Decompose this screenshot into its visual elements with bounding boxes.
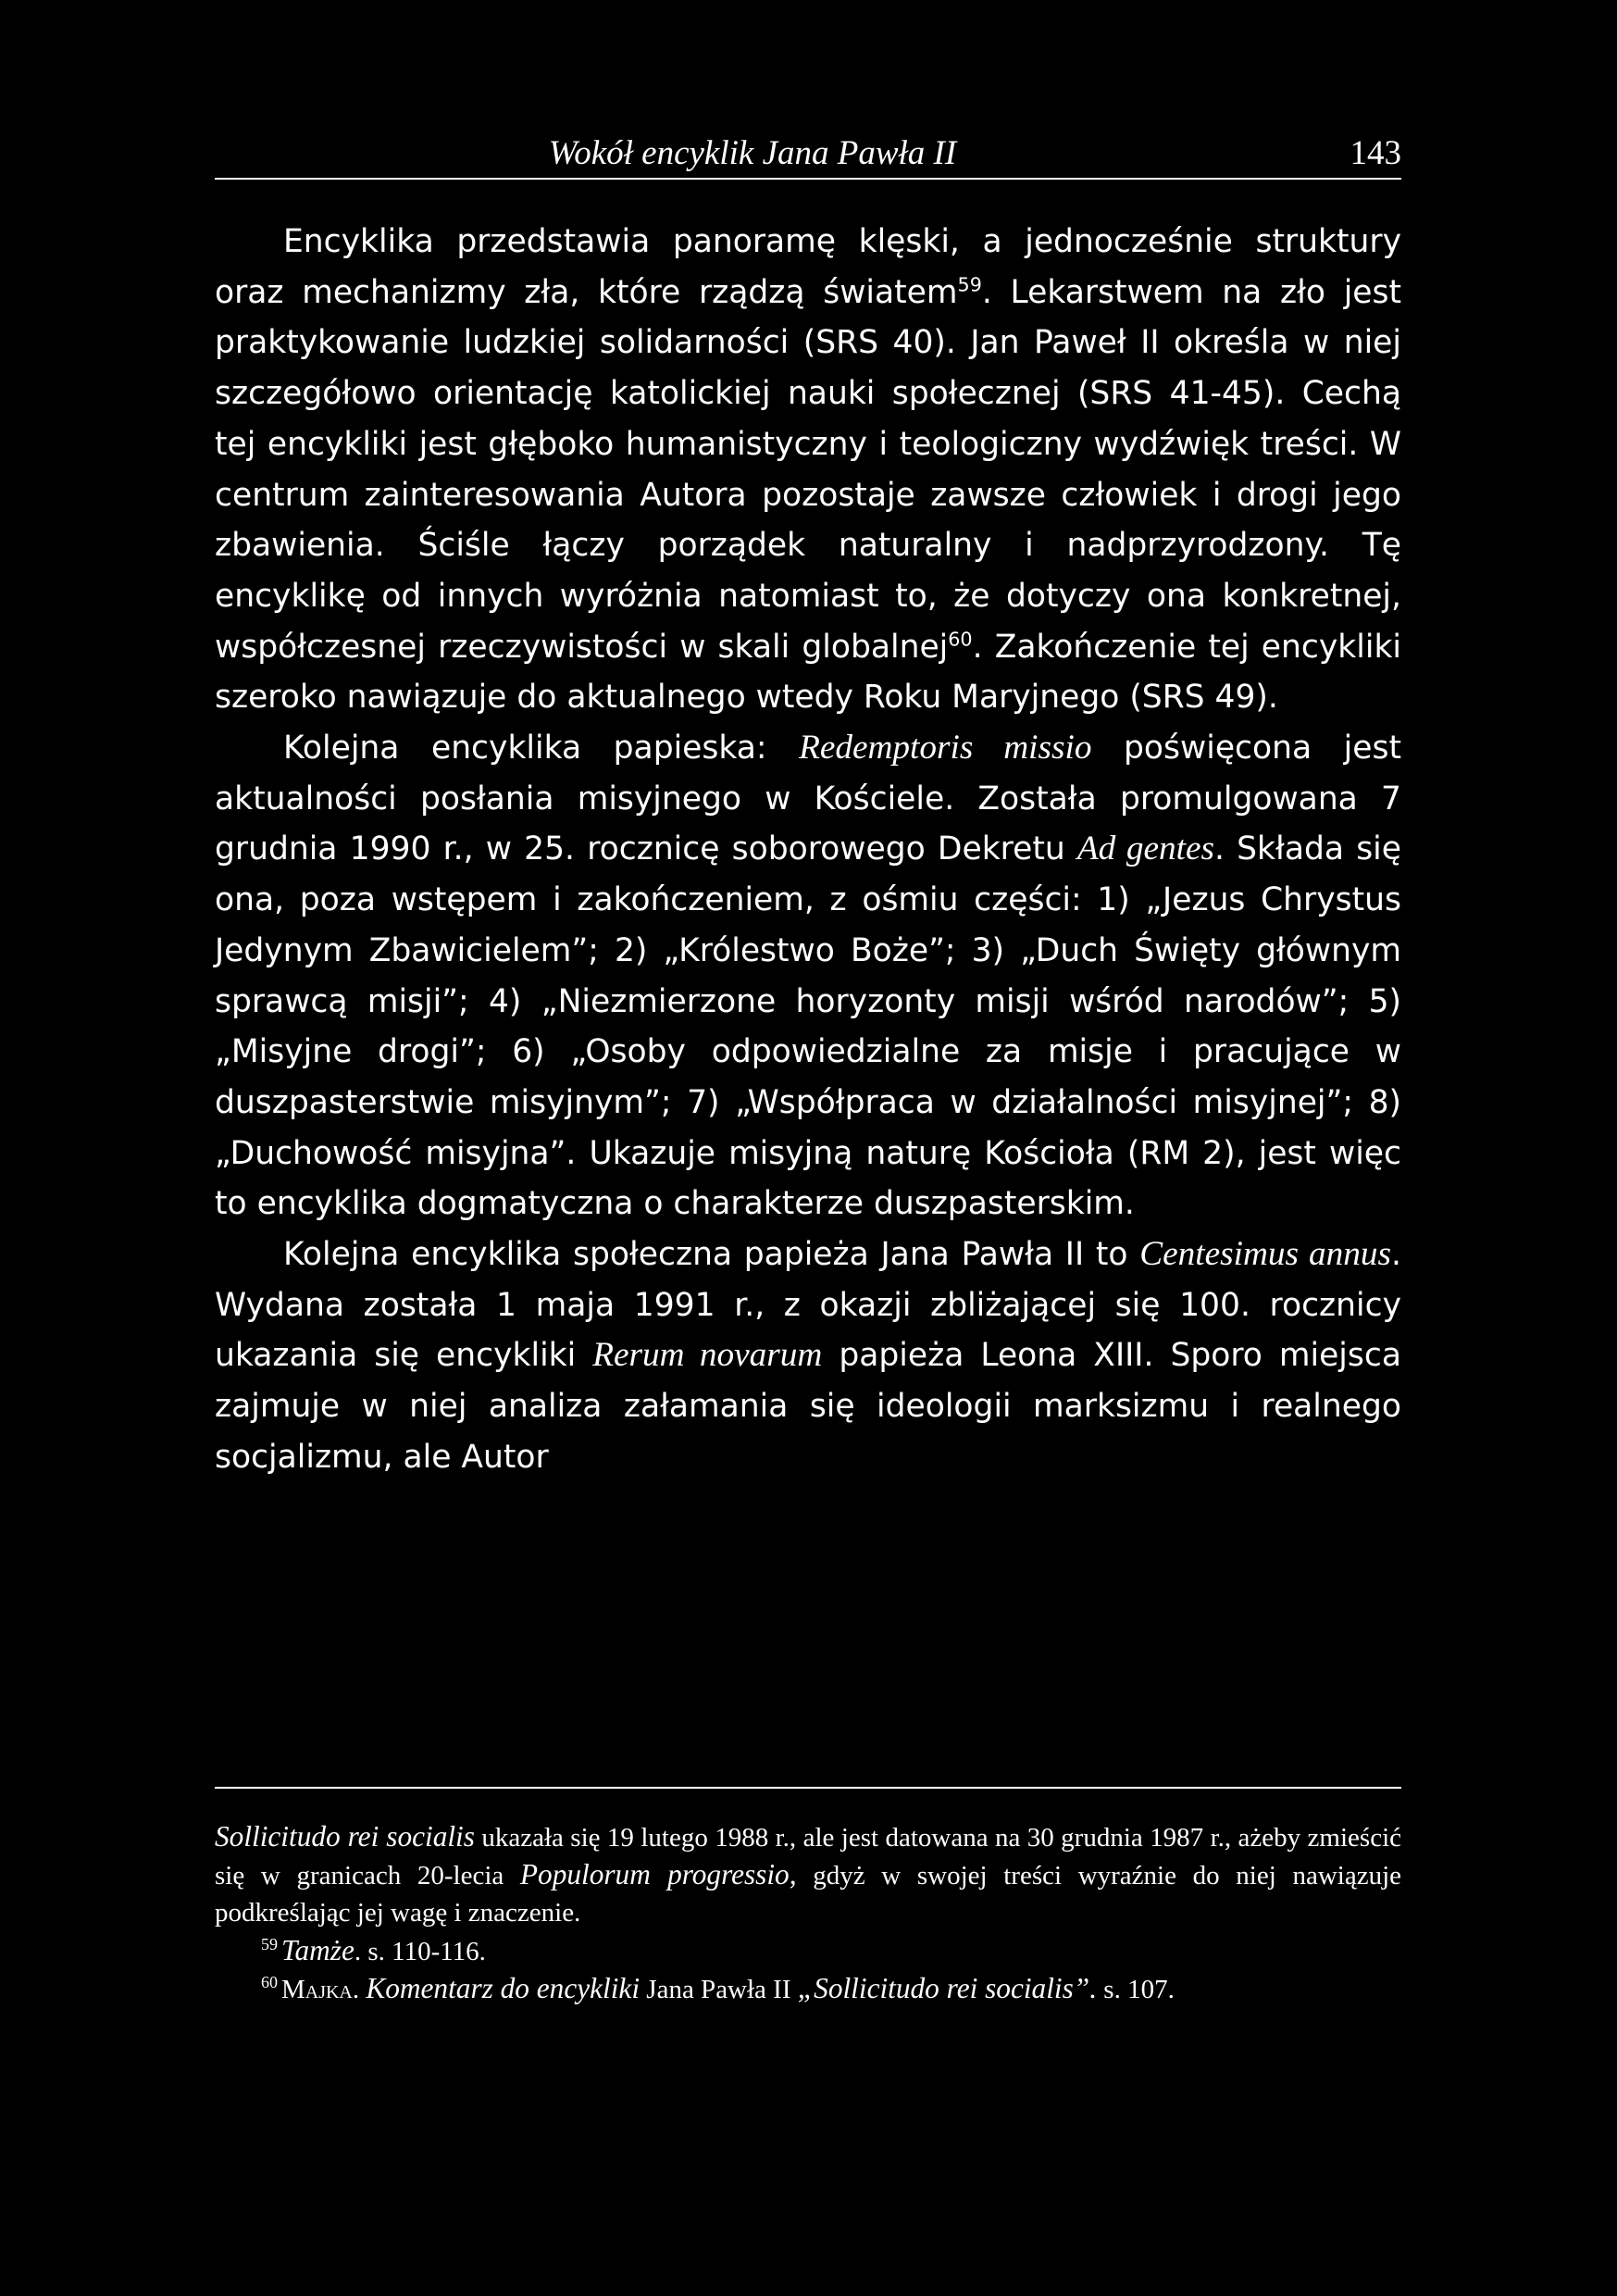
paragraph (215, 217, 1401, 723)
work-title: Ad gentes (1076, 830, 1214, 868)
paragraph-text: . Zakończenie tej encykliki szeroko nawiązuje do aktualnego wtedy Roku Maryjnego (SRS 49). (215, 628, 1402, 717)
footnote-text: Jana Pawła II (640, 1974, 798, 2004)
work-title: Redemptoris missio (799, 729, 1092, 767)
paragraph (215, 1229, 1401, 1483)
work-title: Komentarz do encykliki (366, 1971, 641, 2004)
footnote-number: 59 (261, 1934, 278, 1953)
footnote-text: gdyż w swojej treści wyraźnie do niej nawiązuje podkreślając jej wagę i znaczenie. (215, 1861, 1402, 1928)
footnote-text: . s. 110-116. (354, 1936, 486, 1966)
paragraph-text: Encyklika przedstawia panoramę klęski, a jednocześnie struktury oraz mechanizmy zła, które rządzą światem (215, 223, 1401, 311)
work-title: Sollicitudo rei socialis (215, 1820, 475, 1853)
footnote-ref-60: 60 (948, 628, 973, 651)
work-title: Centesimus annus (1139, 1235, 1392, 1274)
paragraph-text: Kolejna encyklika papieska: (283, 730, 800, 767)
paragraph-text: . Lekarstwem na zło jest praktykowanie ludzkiej solidarności (SRS 40). Jan Paweł II określa w niej szczegółowo orientację katolickiej nauki społecznej (SRS 41-45). Cechą tej encykliki jest głęboko humanistyczny i teologiczny wydźwięk treści. W centrum zainteresowania Autora pozostaje zawsze człowiek i drogi jego zbawienia. Ściśle łączy porządek naturalny i nadprzyrodzony. Tę encyklikę od innych wyróżnia natomiast to, że dotyczy ona konkretnej, współczesnej rzeczywistości w skali globalnej (215, 273, 1402, 666)
work-title: „Sollicitudo rei socialis”. (797, 1971, 1098, 2004)
page-content (215, 130, 1401, 1483)
running-title: Wokół encyklik Jana Pawła II (548, 134, 957, 172)
footnote-number: 60 (261, 1973, 278, 1992)
work-title: Tamże (280, 1933, 354, 1966)
footnote-60 (215, 1970, 1401, 2008)
paragraph (215, 723, 1401, 1229)
work-title: Populorum progressio, (519, 1858, 797, 1891)
footnote-continued (215, 1818, 1401, 1932)
paragraph-text: Kolejna encyklika społeczna papieża Jana Pawła II to (283, 1236, 1140, 1274)
paragraph-text: papieża Leona XIII. Sporo miejsca zajmuje w niej analiza załamania się ideologii marksizmu i realnego socjalizmu, ale Autor (215, 1337, 1401, 1476)
footnote-ref-59: 59 (957, 273, 982, 296)
paragraph-text: . Wydana została 1 maja 1991 r., z okazji zbliżającej się 100. rocznicy ukazania się encykliki (215, 1236, 1401, 1375)
paragraph-text: poświęcona jest aktualności posłania misyjnego w Kościele. Została promulgowana 7 grudnia 1990 r., w 25. rocznicę soborowego Dekretu (215, 730, 1401, 868)
footnote-text: . (352, 1974, 367, 2004)
page-number: 143 (1350, 134, 1401, 172)
running-head (215, 130, 1401, 180)
footnote-text: s. 107. (1097, 1974, 1175, 2004)
footnote-59 (215, 1932, 1401, 1970)
footnote-divider (215, 1787, 1401, 1789)
footnotes (215, 1818, 1401, 2008)
footnote-author: Majka (280, 1974, 353, 2004)
work-title: Rerum novarum (592, 1336, 823, 1375)
body-text (215, 217, 1401, 1483)
footnote-text: ukazała się 19 lutego 1988 r., ale jest datowana na 30 grudnia 1987 r., ażeby zmieścić się w granicach 20-lecia (215, 1823, 1401, 1891)
paragraph-text: . Składa się ona, poza wstępem i zakończeniem, z ośmiu części: 1) „Jezus Chrystus Jedynym Zbawicielem”; 2) „Królestwo Boże”; 3) „Duch Święty głównym sprawcą misji”; 4) „Niezmierzone horyzonty misji wśród narodów”; 5) „Misyjne drogi”; 6) „Osoby odpowiedzialne za misje i pracujące w duszpasterstwie misyjnym”; 7) „Współpraca w działalności misyjnej”; 8) „Duchowość misyjna”. Ukazuje misyjną naturę Kościoła (RM 2), jest więc to encyklika dogmatyczna o charakterze duszpasterskim. (215, 830, 1401, 1223)
